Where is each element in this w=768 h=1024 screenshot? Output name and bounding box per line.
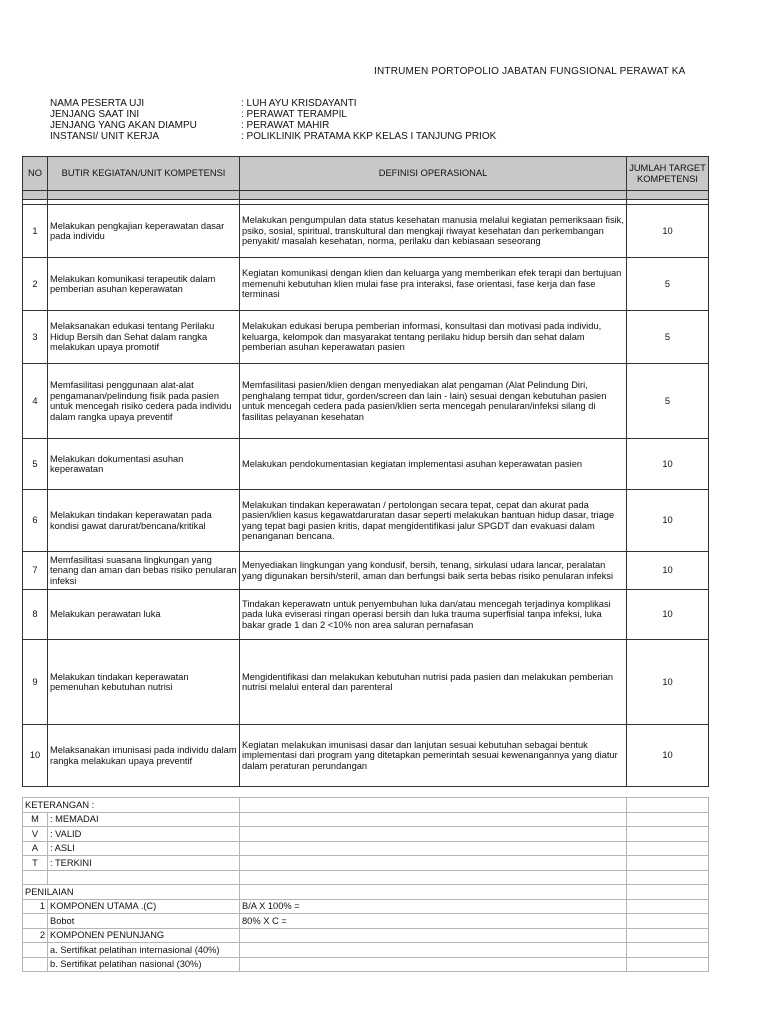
row-no: 9: [23, 640, 48, 725]
row-jumlah: 10: [627, 552, 709, 590]
info-row-instansi: [50, 131, 496, 142]
table-row: [23, 640, 709, 725]
sertifikat-row: [23, 943, 709, 958]
row-definisi: Kegiatan melakukan imunisasi dasar dan lanjutan sesuai kebutuhan sebagai bentuk implementasi dari program yang ditetapkan pemerintah sesuai kewenangannya yang diatur dalam peraturan perundangan: [240, 725, 627, 787]
komponen-utama-row: [23, 899, 709, 914]
row-definisi: Melakukan pendokumentasian kegiatan implementasi asuhan keperawatan pasien: [240, 439, 627, 490]
penilaian-title-row: [23, 885, 709, 900]
row-definisi: Melakukan tindakan keperawatan / pertolongan secara tepat, cepat dan akurat pada pasien/klien kasus kegawatdaruratan dasar seperti melakukan bantuan hidup dasar, triage yang tepat bagi pasien kritis, dapat mengidentifikasi jalur SPGDT dan evakuasi dalam penanganan bencana.: [240, 490, 627, 552]
komponen-penunjang-row: [23, 928, 709, 943]
komponen-utama-label: KOMPONEN UTAMA .(C): [48, 899, 240, 914]
row-butir: Melakukan pengkajian keperawatan dasar pada individu: [48, 205, 240, 258]
komponen-utama-no: 1: [23, 899, 48, 914]
row-jumlah: 10: [627, 640, 709, 725]
table-row: [23, 490, 709, 552]
keterangan-text: : MEMADAI: [48, 812, 240, 827]
row-definisi: Menyediakan lingkungan yang kondusif, bersih, tenang, sirkulasi udara lancar, peralatan yang digunakan bersih/steril, aman dan berfungsi baik serta bebas risiko penularan infeksi: [240, 552, 627, 590]
row-butir: Melakukan dokumentasi asuhan keperawatan: [48, 439, 240, 490]
komponen-penunjang-label: KOMPONEN PENUNJANG: [48, 928, 240, 943]
keterangan-title-row: [23, 798, 709, 813]
info-value: : PERAWAT MAHIR: [241, 120, 330, 131]
row-no: 10: [23, 725, 48, 787]
row-butir: Melakukan tindakan keperawatan pemenuhan kebutuhan nutrisi: [48, 640, 240, 725]
row-no: 4: [23, 364, 48, 439]
competency-table: [22, 156, 709, 787]
keterangan-title: KETERANGAN :: [23, 798, 240, 813]
keterangan-row: [23, 812, 709, 827]
info-label: NAMA PESERTA UJI: [50, 98, 145, 109]
bobot-row: [23, 914, 709, 929]
penilaian-title: PENILAIAN: [23, 885, 240, 900]
info-label: JENJANG SAAT INI: [50, 109, 140, 120]
row-butir: Melaksanakan imunisasi pada individu dalam rangka melakukan upaya preventif: [48, 725, 240, 787]
info-value: : POLIKLINIK PRATAMA KKP KELAS I TANJUNG PRIOK: [241, 131, 497, 142]
keterangan-code: V: [23, 827, 48, 842]
row-definisi: Melakukan edukasi berupa pemberian informasi, konsultasi dan motivasi pada individu, keluarga, kelompok dan masyarakat tentang perilaku hidup bersih dan sehat dalam pemberian asuhan keperawatan pasien: [240, 311, 627, 364]
row-jumlah: 10: [627, 490, 709, 552]
table-row: [23, 311, 709, 364]
row-definisi: Mengidentifikasi dan melakukan kebutuhan nutrisi pada pasien dan melakukan pemberian nutrisi melalui enteral dan parenteral: [240, 640, 627, 725]
keterangan-table: [22, 797, 709, 972]
table-row: [23, 725, 709, 787]
row-jumlah: 10: [627, 439, 709, 490]
row-jumlah: 10: [627, 205, 709, 258]
sertifikat-internasional: a. Sertifikat pelatihan internasional (40%): [48, 943, 240, 958]
keterangan-text: : VALID: [48, 827, 240, 842]
row-definisi: Melakukan pengumpulan data status kesehatan manusia melalui kegiatan pemeriksaan fisik, psiko, sosial, spiritual, transkultural dan mengkaji riwayat kesehatan dan perkembangan penyakit/ masalah kesehatan, norma, perilaku dan kebiasaan seseorang: [240, 205, 627, 258]
table-row: [23, 364, 709, 439]
row-butir: Memfasilitasi penggunaan alat-alat pengamanan/pelindung fisik pada pasien untuk mencegah risiko cedera pada individu dalam rangka upaya preventif: [48, 364, 240, 439]
header-jumlah: JUMLAH TARGET KOMPETENSI: [627, 157, 709, 191]
row-no: 1: [23, 205, 48, 258]
row-definisi: Tindakan keperawatn untuk penyembuhan luka dan/atau mencegah terjadinya komplikasi pada luka eviserasi ringan operasi bersih dan luka trauma superfisial tanpa infeksi, luka bakar grade 1 dan 2 <10% non area saluran pernafasan: [240, 590, 627, 640]
row-definisi: Kegiatan komunikasi dengan klien dan keluarga yang memberikan efek terapi dan bertujuan memenuhi kebutuhan klien mulai fase pra interaksi, fase orientasi, fase kerja dan fase terminasi: [240, 258, 627, 311]
keterangan-row: [23, 841, 709, 856]
row-jumlah: 5: [627, 364, 709, 439]
keterangan-code: T: [23, 856, 48, 871]
row-jumlah: 5: [627, 311, 709, 364]
row-butir: Melakukan komunikasi terapeutik dalam pemberian asuhan keperawatan: [48, 258, 240, 311]
row-no: 2: [23, 258, 48, 311]
row-jumlah: 10: [627, 725, 709, 787]
info-label: INSTANSI/ UNIT KERJA: [50, 131, 160, 142]
row-jumlah: 10: [627, 590, 709, 640]
row-butir: Memfasilitasi suasana lingkungan yang tenang dan aman dan bebas risiko penularan infeksi: [48, 552, 240, 590]
table-header-row: [23, 157, 709, 191]
table-row: [23, 590, 709, 640]
keterangan-code: M: [23, 812, 48, 827]
row-butir: Melakukan perawatan luka: [48, 590, 240, 640]
keterangan-text: : ASLI: [48, 841, 240, 856]
row-no: 6: [23, 490, 48, 552]
row-definisi: Memfasilitasi pasien/klien dengan menyediakan alat pengaman (Alat Pelindung Diri, penghalang tempat tidur, gorden/screen dan lain - lain) sesuai dengan kebutuhan pasien untuk mencegah cedera pada pasien/klien serta mencegah penularan/infeksi silang di fasilitas pelayanan kesehatan: [240, 364, 627, 439]
row-butir: Melakukan tindakan keperawatan pada kondisi gawat darurat/bencana/kritikal: [48, 490, 240, 552]
info-value: : PERAWAT TERAMPIL: [241, 109, 347, 120]
header-no: NO: [23, 157, 48, 191]
info-row-jenjang-saat-ini: [50, 109, 496, 120]
row-butir: Melaksanakan edukasi tentang Perilaku Hidup Bersih dan Sehat dalam rangka melakukan upaya promotif: [48, 311, 240, 364]
table-row: [23, 439, 709, 490]
info-row-nama: [50, 98, 496, 109]
row-no: 5: [23, 439, 48, 490]
komponen-penunjang-no: 2: [23, 928, 48, 943]
sertifikat-row: [23, 957, 709, 972]
komponen-utama-formula: B/A X 100% =: [240, 899, 627, 914]
info-row-jenjang-diampu: [50, 120, 496, 131]
header-spacer-row: [23, 191, 709, 200]
keterangan-code: A: [23, 841, 48, 856]
keterangan-text: : TERKINI: [48, 856, 240, 871]
row-jumlah: 5: [627, 258, 709, 311]
bobot-formula: 80% X C =: [240, 914, 627, 929]
table-row: [23, 205, 709, 258]
keterangan-row: [23, 827, 709, 842]
info-label: JENJANG YANG AKAN DIAMPU: [50, 120, 197, 131]
info-value: : LUH AYU KRISDAYANTI: [241, 98, 357, 109]
header-definisi: DEFINISI OPERASIONAL: [240, 157, 627, 191]
sertifikat-nasional: b. Sertifikat pelatihan nasional (30%): [48, 957, 240, 972]
document-title: INTRUMEN PORTOPOLIO JABATAN FUNGSIONAL PERAWAT KA: [374, 66, 686, 77]
participant-info: [50, 98, 496, 142]
table-row: [23, 552, 709, 590]
bobot-label: Bobot: [48, 914, 240, 929]
keterangan-row: [23, 856, 709, 871]
row-no: 7: [23, 552, 48, 590]
empty-row: [23, 870, 709, 885]
table-row: [23, 258, 709, 311]
header-butir: BUTIR KEGIATAN/UNIT KOMPETENSI: [48, 157, 240, 191]
row-no: 8: [23, 590, 48, 640]
row-no: 3: [23, 311, 48, 364]
